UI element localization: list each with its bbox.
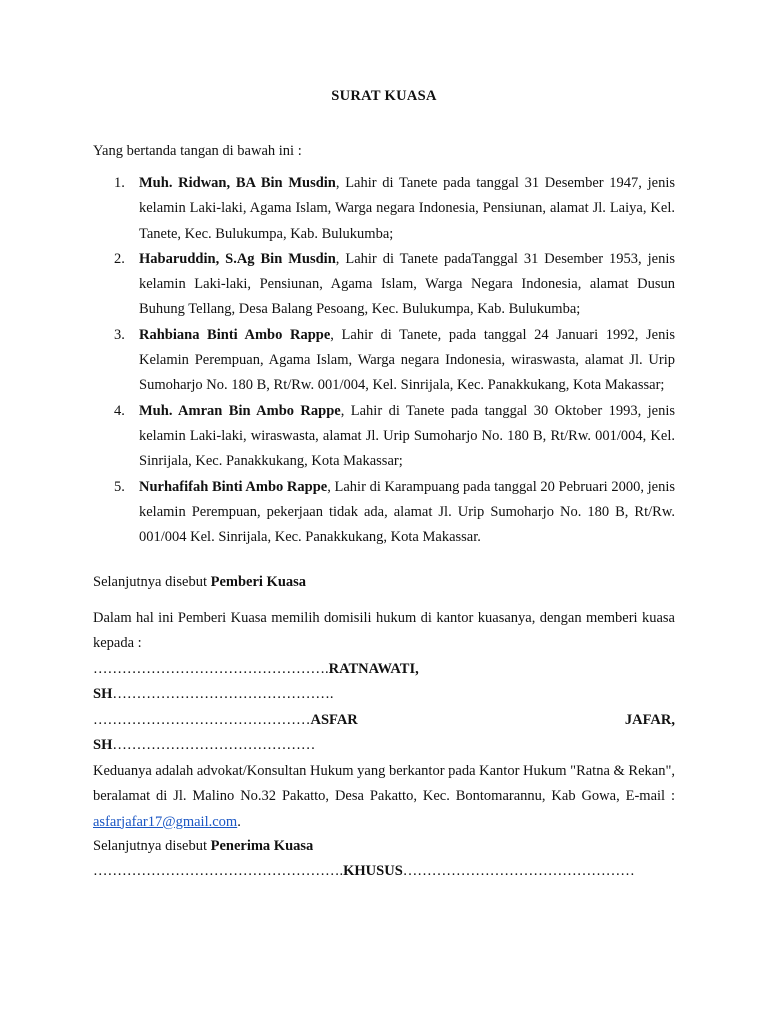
grantor-list <box>93 171 675 550</box>
recipient-asfar-jafar: ………………………………………ASFAR JAFAR, SH…………………………………… <box>93 708 675 759</box>
pemberi-kuasa-label: Pemberi Kuasa <box>210 574 307 590</box>
khusus-heading: KHUSUS <box>343 863 403 879</box>
recipient-title: SH <box>93 737 113 754</box>
recipient-ratnawati: ………………………………………….RATNAWATI, SH………………………………………. <box>93 661 419 703</box>
document-title: SURAT KUASA <box>331 88 437 104</box>
intro-text: Yang bertanda tangan di bawah ini : <box>93 143 302 159</box>
party-details: , Lahir di Karampuang pada tanggal 20 Pebruari 2000, jenis kelamin Perempuan, pekerjaan tidak ada, alamat Jl. Urip Sumoharjo No. 180 B, Rt/Rw. 001/004 Kel. Sinrijala, Kec. Panakkukang, Kota Makassar. <box>139 478 676 546</box>
penerima-kuasa-label: Penerima Kuasa <box>210 838 314 854</box>
office-paragraph: Keduanya adalah advokat/Konsultan Hukum yang berkantor pada Kantor Hukum "Ratna & Rekan", beralamat di Jl. Malino No.32 Pakatto, Desa Pakatto, Kec. Bontomarannu, Kab Gowa, E-mail : asfarjafar17@gmail.com. <box>93 763 676 830</box>
party-details: , Lahir di Tanete padaTanggal 31 Desember 1953, jenis kelamin Laki-laki, Pensiunan, Agama Islam, Warga Negara Indonesia, alamat Dusun Buhung Tellang, Desa Balang Pesoang, Kec. Bulukumpa, Kab. Bulukumba; <box>139 250 675 318</box>
party-name: Muh. Amran Bin Ambo Rappe <box>139 402 341 419</box>
party-details: , Lahir di Tanete, pada tanggal 24 Januari 1992, Jenis Kelamin Perempuan, Agama Islam, Warga negara Indonesia, wiraswasta, alamat Jl. Urip Sumoharjo No. 180 B, Rt/Rw. 001/004, Kel. Sinrijala, Kec. Panakkukang, Kota Makassar; <box>139 326 675 394</box>
recipient-surname: JAFAR, <box>624 712 675 728</box>
item-number: 3. <box>114 326 125 343</box>
party-name: Rahbiana Binti Ambo Rappe <box>139 326 331 343</box>
recipient-title: SH <box>93 686 113 703</box>
party-name: Habaruddin, S.Ag Bin Musdin <box>139 250 336 267</box>
item-number: 1. <box>114 175 125 191</box>
party-details: , Lahir di Tanete pada tanggal 31 Desember 1947, jenis kelamin Laki-laki, Agama Islam, Warga negara Indonesia, Pensiunan, alamat Jl. Laiya, Kel. Tanete, Kec. Bulukumpa, Kab. Bulukumba; <box>139 175 675 242</box>
list-item <box>93 399 675 475</box>
pemberi-kuasa-line: Selanjutnya disebut Pemberi Kuasa <box>93 574 307 590</box>
list-item <box>93 323 675 399</box>
item-number: 5. <box>114 478 125 495</box>
list-item <box>93 475 675 551</box>
item-number: 4. <box>114 402 125 419</box>
party-details: , Lahir di Tanete pada tanggal 30 Oktober 1993, jenis kelamin Laki-laki, wiraswasta, alamat Jl. Urip Sumoharjo No. 180 B, Rt/Rw. 001/004, Kel. Sinrijala, Kec. Panakkukang, Kota Makassar; <box>139 402 675 470</box>
recipient-name: ASFAR <box>310 712 358 728</box>
item-number: 2. <box>114 250 125 267</box>
domisili-paragraph: Dalam hal ini Pemberi Kuasa memilih domisili hukum di kantor kuasanya, dengan memberi kuasa kepada : <box>93 610 675 652</box>
list-item <box>93 171 675 247</box>
recipient-name: RATNAWATI, <box>328 661 419 677</box>
party-name: Nurhafifah Binti Ambo Rappe <box>139 478 328 495</box>
khusus-line: …………………………………………….KHUSUS………………………………………… <box>93 863 635 879</box>
penerima-kuasa-line: Selanjutnya disebut Penerima Kuasa <box>93 838 314 854</box>
party-name: Muh. Ridwan, BA Bin Musdin <box>139 175 336 191</box>
list-item <box>93 247 675 323</box>
email-link[interactable]: asfarjafar17@gmail.com <box>93 813 238 830</box>
